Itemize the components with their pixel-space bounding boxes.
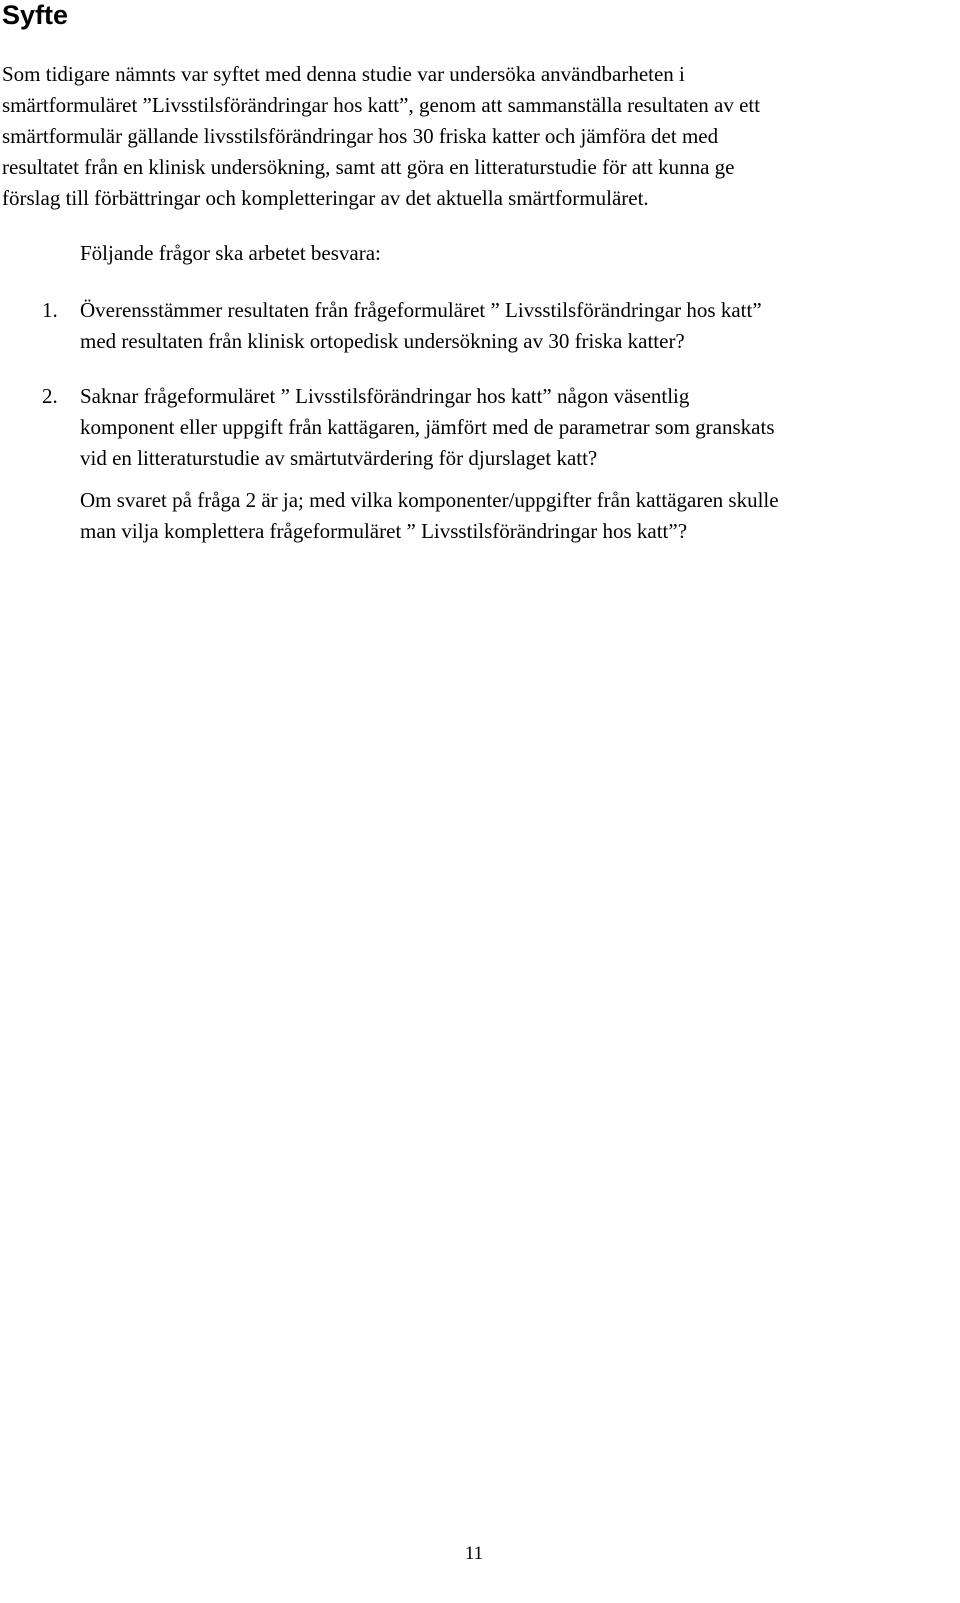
followup-line: man vilja komplettera frågeformuläret ” Livsstilsförändringar hos katt”? bbox=[80, 519, 688, 543]
intro-line: smärtformulär gällande livsstilsförändringar hos 30 friska katter och jämföra det med bbox=[2, 124, 719, 148]
intro-line: Som tidigare nämnts var syftet med denna studie var undersöka användbarheten i bbox=[2, 62, 685, 86]
intro-line: resultatet från en klinisk undersökning, samt att göra en litteraturstudie för att kunna ge bbox=[2, 155, 735, 179]
page-number: 11 bbox=[464, 1543, 484, 1564]
intro-line: smärtformuläret ”Livsstilsförändringar hos katt”, genom att sammanställa resultaten av ett bbox=[2, 93, 761, 117]
question-line: vid en litteraturstudie av smärtutvärdering för djurslaget katt? bbox=[80, 446, 598, 470]
questions-intro: Följande frågor ska arbetet besvara: bbox=[80, 241, 381, 265]
question-line: komponent eller uppgift från kattägaren, jämfört med de parametrar som granskats bbox=[80, 415, 775, 439]
question-number: 2. bbox=[42, 384, 58, 408]
followup-line: Om svaret på fråga 2 är ja; med vilka komponenter/uppgifter från kattägaren skulle bbox=[80, 488, 779, 512]
question-line: med resultaten från klinisk ortopedisk undersökning av 30 friska katter? bbox=[80, 329, 685, 353]
question-line: Saknar frågeformuläret ” Livsstilsförändringar hos katt” någon väsentlig bbox=[80, 384, 690, 408]
section-heading: Syfte bbox=[2, 0, 69, 30]
intro-line: förslag till förbättringar och kompletteringar av det aktuella smärtformuläret. bbox=[2, 186, 649, 210]
question-line: Överensstämmer resultaten från frågeformuläret ” Livsstilsförändringar hos katt” bbox=[80, 298, 762, 322]
question-number: 1. bbox=[42, 298, 58, 322]
